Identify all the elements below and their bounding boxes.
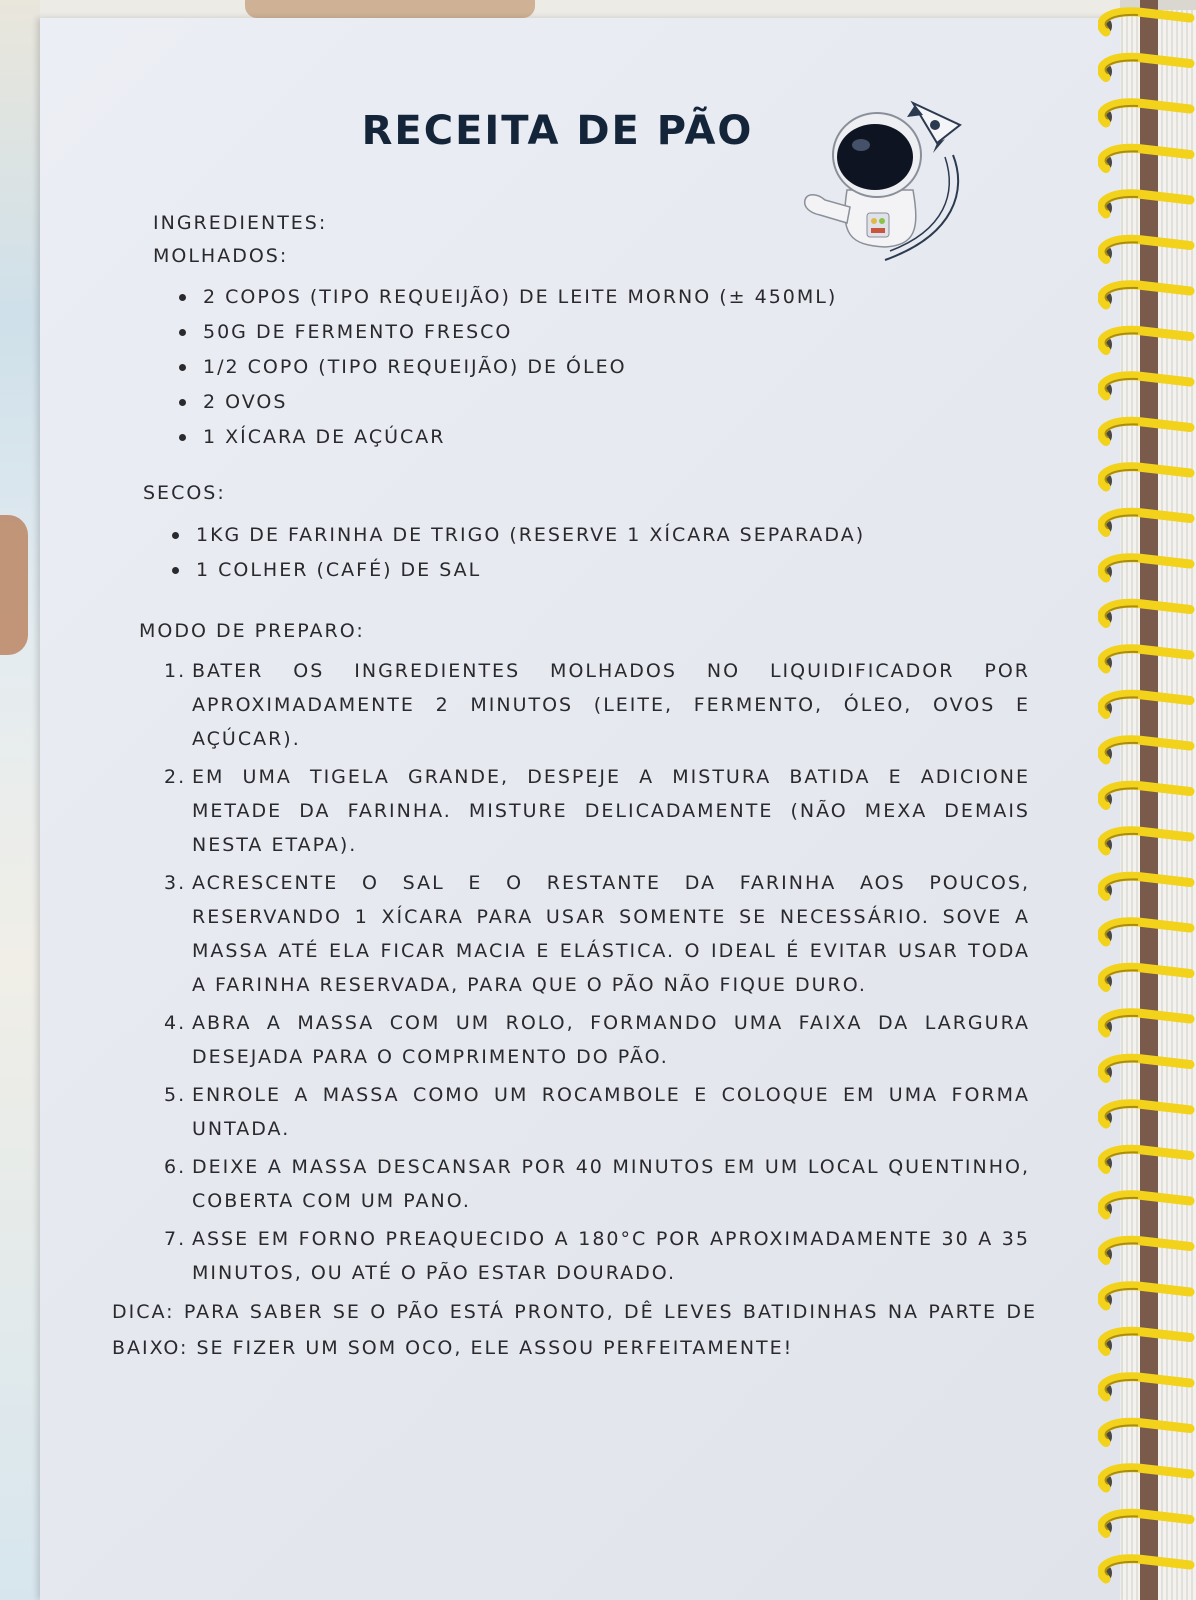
- coil-loop: [1102, 967, 1190, 987]
- coil-loop: [1102, 330, 1190, 350]
- step-1: 1. BATER OS INGREDIENTES MOLHADOS NO LIQUIDIFICADOR POR APROXIMADAMENTE 2 MINUTOS (LEITE, FERMENTO, ÓLEO, OVOS E AÇÚCAR).: [164, 660, 1030, 750]
- coil-loop: [1102, 1331, 1190, 1351]
- cover-decoration: [0, 515, 28, 655]
- method-steps: [164, 654, 1030, 1294]
- coil-loop: [1102, 1058, 1190, 1078]
- coil-loop: [1102, 785, 1190, 805]
- coil-loop: [1102, 57, 1190, 77]
- list-item: 1KG DE FARINHA DE TRIGO (RESERVE 1 XÍCARA SEPARADA): [168, 518, 865, 553]
- coil-loop: [1102, 148, 1190, 168]
- coil-loop: [1102, 1240, 1190, 1260]
- dry-ingredients-list: [168, 518, 865, 588]
- coil-loop: [1102, 694, 1190, 714]
- coil-loop: [1102, 1377, 1190, 1397]
- dry-ingredients-heading: SECOS:: [143, 482, 226, 504]
- coil-loop: [1102, 649, 1190, 669]
- ingredients-heading: INGREDIENTES:: [153, 212, 328, 234]
- coil-loop: [1102, 467, 1190, 487]
- step-3: 3. ACRESCENTE O SAL E O RESTANTE DA FARINHA AOS POUCOS, RESERVANDO 1 XÍCARA PARA USAR SOMENTE SE NECESSÁRIO. SOVE A MASSA ATÉ ELA FICAR MACIA E ELÁSTICA. O IDEAL É EVITAR USAR TODA A FARINHA RESERVADA, PARA QUE O PÃO NÃO FIQUE DURO.: [164, 872, 1030, 996]
- bullet-icon: [179, 329, 186, 336]
- step-5: 5. ENROLE A MASSA COMO UM ROCAMBOLE E COLOQUE EM UMA FORMA UNTADA.: [164, 1084, 1030, 1140]
- coil-loop: [1102, 1513, 1190, 1533]
- list-item: 2 OVOS: [175, 385, 837, 420]
- method-heading: MODO DE PREPARO:: [139, 620, 365, 642]
- bullet-icon: [179, 364, 186, 371]
- astronaut-illustration: [795, 95, 980, 270]
- coil-loop: [1102, 740, 1190, 760]
- coil-loop: [1102, 421, 1190, 441]
- coil-loop: [1102, 1468, 1190, 1488]
- coil-loop: [1102, 1286, 1190, 1306]
- coil-loop: [1102, 194, 1190, 214]
- coil-loop: [1102, 1422, 1190, 1442]
- coil-loop: [1102, 922, 1190, 942]
- coil-loop: [1102, 1559, 1190, 1579]
- coil-loop: [1102, 376, 1190, 396]
- list-item: 50G DE FERMENTO FRESCO: [175, 315, 837, 350]
- spiral-binding: [1098, 0, 1196, 1600]
- step-2: 2. EM UMA TIGELA GRANDE, DESPEJE A MISTURA BATIDA E ADICIONE METADE DA FARINHA. MISTURE DELICADAMENTE (NÃO MEXA DEMAIS NESTA ETAPA).: [164, 766, 1030, 856]
- tip-text: DICA: PARA SABER SE O PÃO ESTÁ PRONTO, DÊ LEVES BATIDINHAS NA PARTE DE BAIXO: SE FIZER UM SOM OCO, ELE ASSOU PERFEITAMENTE!: [112, 1301, 1037, 1359]
- coil-loop: [1102, 831, 1190, 851]
- coil-loop: [1102, 12, 1190, 32]
- coil-loop: [1102, 1013, 1190, 1033]
- step-6: 6. DEIXE A MASSA DESCANSAR POR 40 MINUTOS EM UM LOCAL QUENTINHO, COBERTA COM UM PANO.: [164, 1156, 1030, 1212]
- previous-page-decoration: [245, 0, 535, 18]
- page-title: RECEITA DE PÃO: [361, 108, 754, 154]
- list-item: 1 COLHER (CAFÉ) DE SAL: [168, 553, 865, 588]
- coil-loop: [1102, 603, 1190, 623]
- bullet-icon: [179, 294, 186, 301]
- coil-loop: [1102, 1104, 1190, 1124]
- bullet-icon: [172, 532, 179, 539]
- list-item: 2 COPOS (TIPO REQUEIJÃO) DE LEITE MORNO (± 450ML): [175, 280, 837, 315]
- coil-loop: [1102, 1149, 1190, 1169]
- coil-loop: [1102, 876, 1190, 896]
- coil-loop: [1102, 239, 1190, 259]
- step-4: 4. ABRA A MASSA COM UM ROLO, FORMANDO UMA FAIXA DA LARGURA DESEJADA PARA O COMPRIMENTO DO PÃO.: [164, 1012, 1030, 1068]
- bullet-icon: [179, 434, 186, 441]
- bullet-icon: [179, 399, 186, 406]
- wet-ingredients-heading: MOLHADOS:: [153, 245, 289, 267]
- bullet-icon: [172, 567, 179, 574]
- list-item: 1 XÍCARA DE AÇÚCAR: [175, 420, 837, 455]
- coil-loop: [1102, 558, 1190, 578]
- coil-loop: [1102, 512, 1190, 532]
- list-item: 1/2 COPO (TIPO REQUEIJÃO) DE ÓLEO: [175, 350, 837, 385]
- coil-loop: [1102, 285, 1190, 305]
- coil-loop: [1102, 1195, 1190, 1215]
- wet-ingredients-list: [175, 280, 837, 455]
- coil-loop: [1102, 103, 1190, 123]
- step-7: 7. ASSE EM FORNO PREAQUECIDO A 180°C POR APROXIMADAMENTE 30 A 35 MINUTOS, OU ATÉ O PÃO ESTAR DOURADO.: [164, 1228, 1030, 1284]
